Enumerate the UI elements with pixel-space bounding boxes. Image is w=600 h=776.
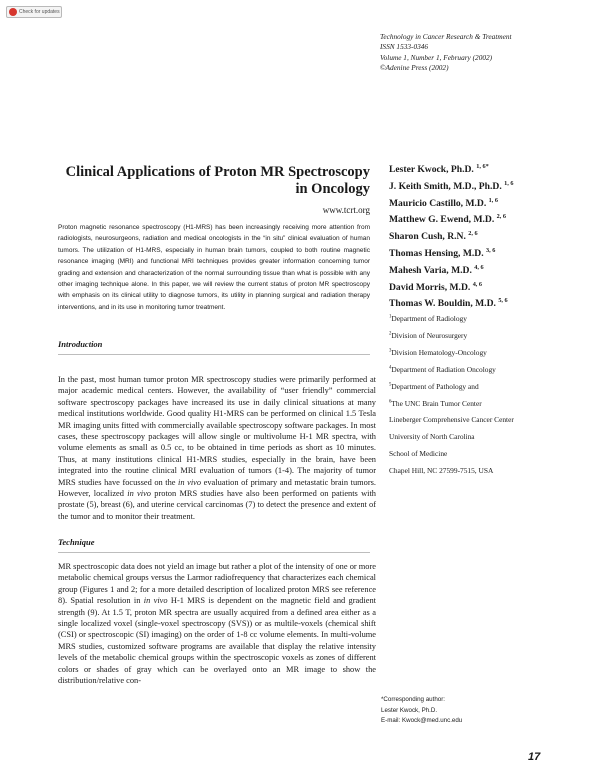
intro-text-italic: in vivo <box>127 489 151 499</box>
paper-title: Clinical Applications of Proton MR Spectroscopy in Oncology <box>65 164 370 197</box>
affiliation: School of Medicine <box>389 449 448 459</box>
journal-volume: Volume 1, Number 1, February (2002) <box>380 52 493 62</box>
section-divider <box>58 552 370 553</box>
author: Thomas W. Bouldin, M.D. $^{5, 6}$ <box>389 297 508 310</box>
section-divider <box>58 354 370 355</box>
introduction-text <box>58 374 376 522</box>
author: Thomas Hensing, M.D. $^{3, 6}$ <box>389 246 496 259</box>
journal-url[interactable]: www.tcrt.org <box>322 205 370 215</box>
affiliation: $^2$Division of Neurosurgery <box>389 330 468 340</box>
intro-text-part: evaluation of primary and metastatic brain tumors. However, localized <box>58 477 376 499</box>
correspondence-email[interactable]: E-mail: Kwock@med.unc.edu <box>381 717 463 725</box>
affiliation-list <box>389 311 594 480</box>
author: David Morris, M.D. $^{4, 6}$ <box>389 280 483 293</box>
update-icon <box>9 8 17 16</box>
author-list <box>389 162 594 313</box>
technique-text <box>58 561 376 686</box>
tech-text-part: H-1 MRS is dependent on the magnetic field and gradient strength (9). At 1.5 T, proton MR spectra are usually acquired from a defined area either as a single localized voxel (single-voxel spectroscopy (SVS)) or as multile-voxels (chemical shift (CSI) or spectroscopic (SI) imaging) on the order of 1-8 cc volume elements. In multi-volume MRS studies, customized software programs are available that display the relative intensity levels of the metabolic chemical groups within the spectroscopic voxels as zones of different colors or shades of gray which can be overlayed onto an MR image to show the distribution/relative con- <box>58 596 376 686</box>
journal-issn: ISSN 1533-0346 <box>380 42 429 52</box>
affiliation: $^1$Department of Radiology <box>389 314 467 323</box>
author: J. Keith Smith, M.D., Ph.D. $^{1, 6}$ <box>389 179 514 192</box>
journal-name: Technology in Cancer Research & Treatment <box>380 32 512 41</box>
author: Lester Kwock, Ph.D. $^{1, 6*}$ <box>389 162 489 175</box>
tech-text-part: MR spectroscopic data does not yield an image but rather a plot of the intensity of one or more metabolic chemical groups versus the Larmor radiofrequency that characterizes each chemical group (Figures 1 and 2; for a more detailed description of localized proton MRS see reference 8). Spatial resolution in <box>58 562 376 606</box>
introduction-heading: Introduction <box>58 339 103 349</box>
journal-copyright: ©Adenine Press (2002) <box>380 63 449 73</box>
intro-text-part: In the past, most human tumor proton MR spectroscopy studies were primarily performed at major academic medical centers. However, the availability of “user friendly” commercial software spectroscopy packages have increased its use in daily clinical situations at many medical institutions worldwide. Good quality H1-MRS can be performed on clinical 1.5 Tesla MR imaging units fitted with commercially available spectroscopy software packages. In most cases, these spectroscopy packages will allow single or multivolume H-1 MR spectra, with volume elements as small as 0.5 cc, to be obtained in time periods as short as 10 minutes. Thus, at many institutions clinical H1-MRS studies, especially in the brain, have been integrated into the routine clinical MRI evaluation of tumors (1-4). The majority of tumor MRS studies have focussed on the <box>58 375 376 487</box>
tech-text-italic: in vivo <box>143 596 168 606</box>
journal-info <box>380 32 590 74</box>
abstract: Proton magnetic resonance spectroscopy (H1-MRS) has been increasingly receiving more attention from radiologists, neurosurgeons, radiation and medical oncologists in the “in situ” clinical evaluation of human tumors. The utilization of H1-MRS, especially in human brain tumors, coupled to both routine magnetic resonance imaging (MRI) and functional MRI techniques provides greater information concerning tumor grading and extension and characterization of the normal surrounding tissue than what is possible with any other imaging technique alone. In this paper, we will review the current status of proton MR spectroscopy with emphasis on its clinical utility to diagnose tumors, its utility in planning surgical and radiation therapy interventions, and in its use in monitoring tumor treatment. <box>58 224 370 311</box>
affiliation: $^6$The UNC Brain Tumor Center <box>389 398 482 408</box>
intro-text-part: proton MRS studies have also been performed on patients with prostate (5), breast (6), and uterine cervical carcinomas (7) to detect the presence and extent of the tumor and to monitor their treatment. <box>58 489 376 521</box>
affiliation: Chapel Hill, NC 27599-7515, USA <box>389 466 494 476</box>
technique-heading: Technique <box>58 537 95 547</box>
affiliation: $^5$Department of Pathology and <box>389 381 479 391</box>
correspondence-name: Lester Kwock, Ph.D. <box>381 706 438 714</box>
author: Matthew G. Ewend, M.D. $^{2, 6}$ <box>389 213 507 226</box>
affiliation: Lineberger Comprehensive Cancer Center <box>389 415 514 425</box>
author: Sharon Cush, R.N. $^{2, 6}$ <box>389 230 478 243</box>
correspondence-note <box>381 695 591 727</box>
affiliation: $^3$Division Hematology-Oncology <box>389 347 487 357</box>
badge-label: Check for updates <box>19 9 60 15</box>
page-number: 17 <box>528 751 541 763</box>
intro-text-italic: in vivo <box>178 477 202 487</box>
author: Mahesh Varia, M.D. $^{4, 6}$ <box>389 263 484 276</box>
check-for-updates-badge[interactable] <box>6 6 62 18</box>
correspondence-label: *Corresponding author: <box>381 696 445 703</box>
author: Mauricio Castillo, M.D. $^{1, 6}$ <box>389 196 499 209</box>
affiliation: University of North Carolina <box>389 432 475 442</box>
affiliation: $^4$Department of Radiation Oncology <box>389 364 496 374</box>
